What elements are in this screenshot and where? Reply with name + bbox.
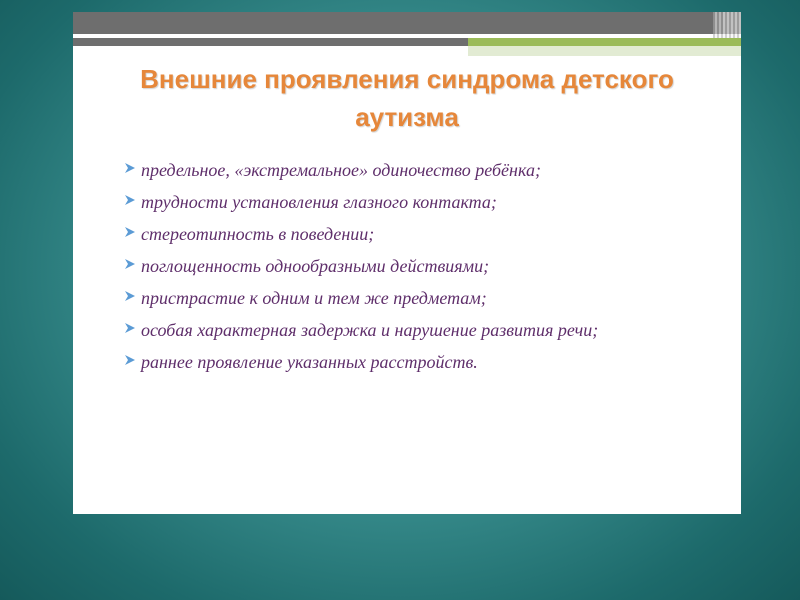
arrow-bullet-icon bbox=[123, 348, 139, 372]
arrow-bullet-icon bbox=[123, 220, 139, 244]
header-line-gray bbox=[73, 38, 468, 46]
list-item bbox=[123, 348, 723, 376]
list-item bbox=[123, 316, 723, 344]
list-item bbox=[123, 220, 723, 248]
header-bar bbox=[73, 12, 723, 34]
list-item-text: поглощенность однообразными действиями; bbox=[141, 256, 490, 276]
header-line-light-green bbox=[468, 46, 741, 56]
list-item-text: пристрастие к одним и тем же предметам; bbox=[141, 288, 487, 308]
list-item bbox=[123, 252, 723, 280]
bullet-list bbox=[123, 156, 723, 380]
arrow-bullet-icon bbox=[123, 156, 139, 180]
header-line-green bbox=[468, 38, 741, 46]
slide-title: Внешние проявления синдрома детского аутизма bbox=[140, 64, 674, 132]
list-item-text: раннее проявление указанных расстройств. bbox=[141, 352, 478, 372]
list-item-text: предельное, «экстремальное» одиночество ребёнка; bbox=[141, 160, 541, 180]
list-item bbox=[123, 156, 723, 184]
list-item-text: трудности установления глазного контакта; bbox=[141, 192, 497, 212]
arrow-bullet-icon bbox=[123, 252, 139, 276]
list-item-text: особая характерная задержка и нарушение развития речи; bbox=[141, 320, 599, 340]
slide bbox=[73, 12, 741, 514]
list-item bbox=[123, 188, 723, 216]
list-item bbox=[123, 284, 723, 312]
arrow-bullet-icon bbox=[123, 188, 139, 212]
list-item-text: стереотипность в поведении; bbox=[141, 224, 375, 244]
arrow-bullet-icon bbox=[123, 316, 139, 340]
arrow-bullet-icon bbox=[123, 284, 139, 308]
